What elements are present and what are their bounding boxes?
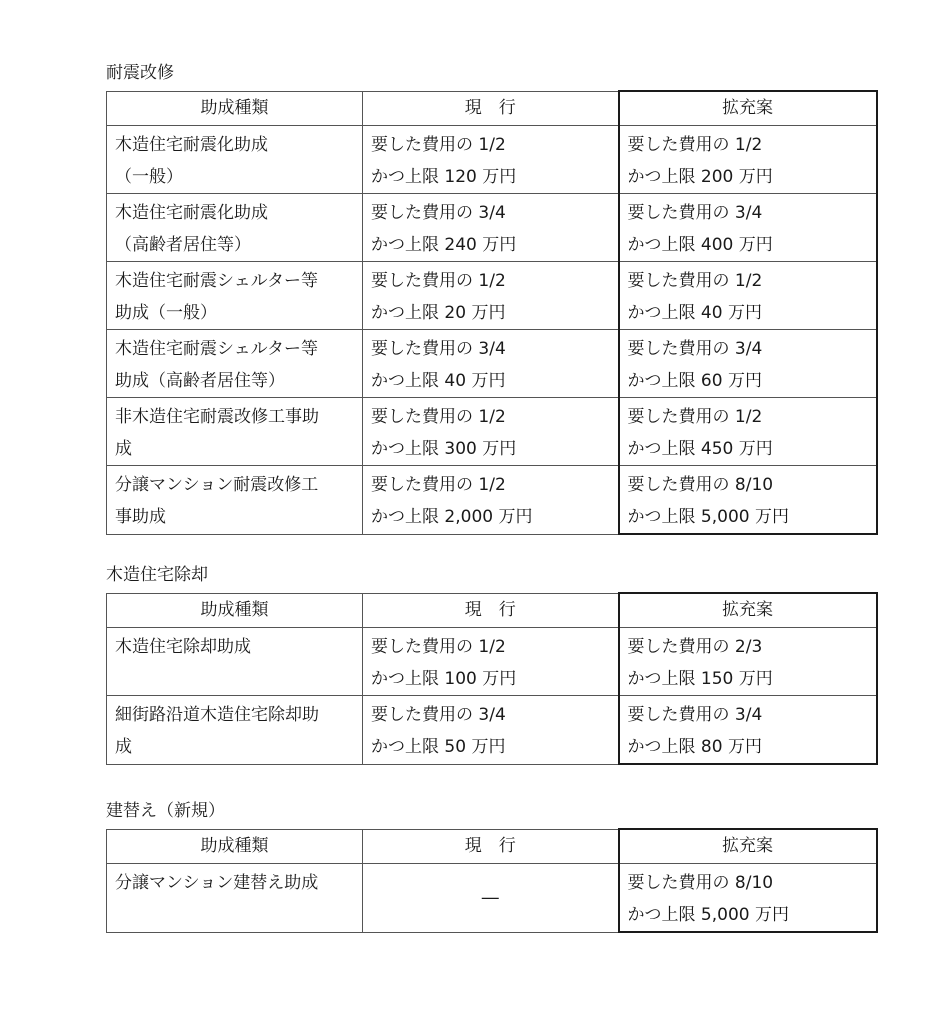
proposal-line: 要した費用の 1/2: [627, 271, 763, 291]
current-line: かつ上限 2,000 万円: [371, 507, 533, 527]
proposal-line: 要した費用の 1/2: [627, 135, 763, 155]
header-current: 現 行: [363, 829, 619, 864]
type-cell: [107, 466, 363, 535]
current-cell: [363, 126, 619, 194]
current-line: 要した費用の 1/2: [371, 271, 506, 291]
proposal-line: 要した費用の 8/10: [627, 475, 774, 495]
proposal-line: かつ上限 80 万円: [627, 737, 762, 757]
current-line: かつ上限 20 万円: [371, 303, 506, 323]
current-line: 要した費用の 1/2: [371, 407, 506, 427]
table-row: [107, 466, 877, 535]
table-row: [107, 398, 877, 466]
type-cell: [107, 330, 363, 398]
proposal-line: かつ上限 60 万円: [627, 371, 762, 391]
current-cell: [363, 398, 619, 466]
type-line: （高齢者居住等）: [115, 235, 251, 255]
current-line: かつ上限 300 万円: [371, 439, 517, 459]
table-row: [107, 696, 877, 765]
current-cell: [363, 330, 619, 398]
current-line: 要した費用の 3/4: [371, 705, 506, 725]
proposal-line: かつ上限 450 万円: [627, 439, 773, 459]
current-line: かつ上限 120 万円: [371, 167, 517, 187]
current-cell: [363, 262, 619, 330]
current-line: 要した費用の 1/2: [371, 475, 506, 495]
type-line: 木造住宅除却助成: [115, 637, 251, 657]
type-cell: [107, 696, 363, 765]
proposal-cell: [619, 466, 877, 535]
table-row: [107, 126, 877, 194]
header-current: 現 行: [363, 593, 619, 628]
type-cell: [107, 628, 363, 696]
type-line: 細街路沿道木造住宅除却助: [115, 705, 319, 725]
proposal-line: 要した費用の 3/4: [627, 705, 763, 725]
current-cell: [363, 864, 619, 933]
proposal-cell: [619, 126, 877, 194]
current-line: かつ上限 100 万円: [371, 669, 517, 689]
type-line: 成: [115, 439, 132, 459]
proposal-line: かつ上限 400 万円: [627, 235, 773, 255]
header-proposal: 拡充案: [619, 829, 877, 864]
header-type: 助成種類: [107, 829, 363, 864]
table-row: [107, 628, 877, 696]
demolition-table: [106, 592, 878, 765]
rebuild-table: [106, 828, 878, 933]
type-line: （一般）: [115, 167, 183, 187]
type-line: 木造住宅耐震シェルター等: [115, 339, 318, 359]
header-current: 現 行: [363, 91, 619, 126]
current-line: 要した費用の 3/4: [371, 203, 506, 223]
current-line: 要した費用の 3/4: [371, 339, 506, 359]
header-row: [107, 593, 877, 628]
type-cell: [107, 262, 363, 330]
current-line: かつ上限 50 万円: [371, 737, 506, 757]
type-line: 助成（高齢者居住等）: [115, 371, 285, 391]
header-row: [107, 91, 877, 126]
proposal-line: 要した費用の 8/10: [627, 873, 774, 893]
not-applicable-dash: ―: [481, 887, 499, 908]
proposal-line: かつ上限 200 万円: [627, 167, 773, 187]
proposal-line: 要した費用の 3/4: [627, 339, 763, 359]
table-row: [107, 194, 877, 262]
type-cell: [107, 194, 363, 262]
proposal-cell: [619, 398, 877, 466]
type-cell: [107, 864, 363, 933]
section-title-rebuild: 建替え（新規）: [106, 801, 225, 821]
header-type: 助成種類: [107, 593, 363, 628]
current-line: かつ上限 40 万円: [371, 371, 506, 391]
section-title-seismic-retrofit: 耐震改修: [106, 63, 174, 83]
type-line: 木造住宅耐震化助成: [115, 135, 268, 155]
proposal-cell: [619, 696, 877, 765]
proposal-line: 要した費用の 3/4: [627, 203, 763, 223]
header-row: [107, 829, 877, 864]
proposal-line: 要した費用の 1/2: [627, 407, 763, 427]
header-type: 助成種類: [107, 91, 363, 126]
proposal-line: かつ上限 150 万円: [627, 669, 773, 689]
current-cell: [363, 628, 619, 696]
table-row: [107, 330, 877, 398]
type-cell: [107, 398, 363, 466]
type-line: 非木造住宅耐震改修工事助: [115, 407, 319, 427]
seismic-retrofit-table: [106, 90, 878, 535]
proposal-line: 要した費用の 2/3: [627, 637, 763, 657]
type-line: 木造住宅耐震化助成: [115, 203, 268, 223]
header-proposal: 拡充案: [619, 593, 877, 628]
proposal-cell: [619, 262, 877, 330]
current-cell: [363, 466, 619, 535]
type-line: 成: [115, 737, 132, 757]
proposal-line: かつ上限 5,000 万円: [627, 905, 789, 925]
current-line: 要した費用の 1/2: [371, 637, 506, 657]
proposal-line: かつ上限 40 万円: [627, 303, 762, 323]
current-cell: [363, 696, 619, 765]
type-line: 木造住宅耐震シェルター等: [115, 271, 318, 291]
header-proposal: 拡充案: [619, 91, 877, 126]
current-line: かつ上限 240 万円: [371, 235, 517, 255]
section-title-demolition: 木造住宅除却: [106, 565, 208, 585]
proposal-cell: [619, 864, 877, 933]
current-line: 要した費用の 1/2: [371, 135, 506, 155]
proposal-line: かつ上限 5,000 万円: [627, 507, 789, 527]
proposal-cell: [619, 628, 877, 696]
proposal-cell: [619, 330, 877, 398]
type-line: 事助成: [115, 507, 166, 527]
type-cell: [107, 126, 363, 194]
type-line: 助成（一般）: [115, 303, 217, 323]
proposal-cell: [619, 194, 877, 262]
type-line: 分譲マンション建替え助成: [115, 873, 319, 893]
current-cell: [363, 194, 619, 262]
table-row: [107, 864, 877, 933]
type-line: 分譲マンション耐震改修工: [115, 475, 319, 495]
table-row: [107, 262, 877, 330]
